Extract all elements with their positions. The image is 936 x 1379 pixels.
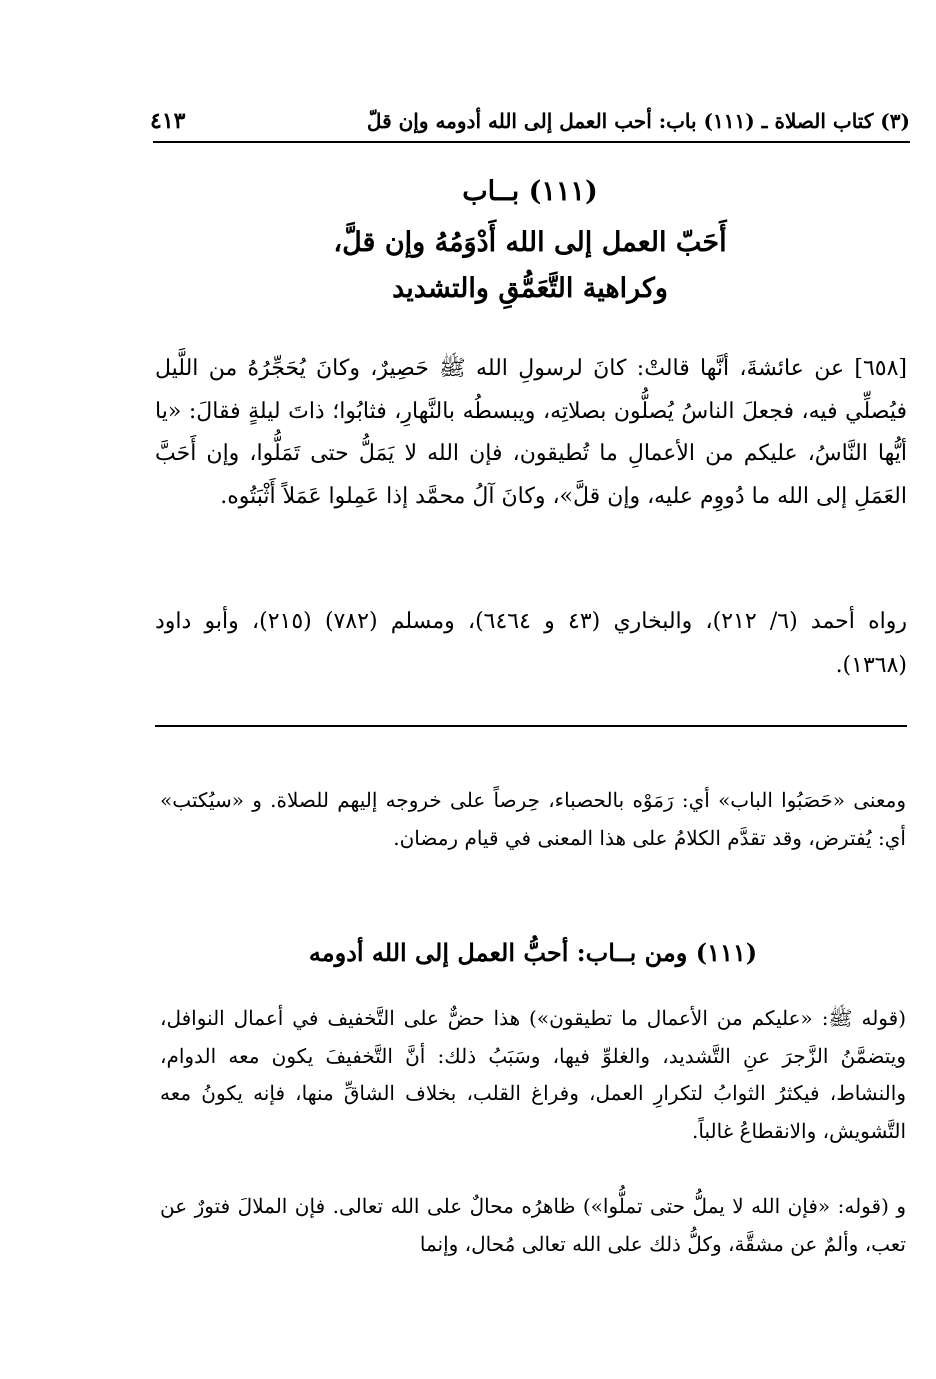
commentary-heading: (١١١) ومن بــاب: أحبُّ العمل إلى الله أدومه [308, 938, 758, 967]
hadith-citation: رواه أحمد (٦/ ٢١٢)، والبخاري (٤٣ و ٦٤٦٤)، ومسلم (٧٨٢) (٢١٥)، وأبو داود (١٣٦٨). [155, 609, 907, 678]
commentary-paragraph-1: ومعنى «حَصَبُوا الباب» أي: رَمَوْه بالحصباء، حِرصاً على خروجه إليهم للصلاة. و «سيُكتب» أي: يُفترض، وقد تقدَّم الكلامُ على هذا المعنى في قيام رمضان. [160, 788, 906, 850]
page-number: ٤١٣ [150, 108, 186, 134]
chapter-title-block [150, 170, 910, 312]
header-rule [153, 141, 910, 143]
commentary-paragraph-3: و (قوله: «فإن الله لا يملُّ حتى تملُّوا») ظاهرُه محالٌ على الله تعالى. فإن الملالَ فتورٌ عن تعب، وألمٌ عن مشقَّة، وكلُّ ذلك على الله تعالى مُحال، وإنما [160, 1194, 906, 1256]
chapter-heading-line-1: أَحَبّ العمل إلى الله أَدْوَمُهُ وإن قلَّ، [333, 227, 727, 258]
header-title: (٣) كتاب الصلاة ـ (١١١) باب: أحب العمل إلى الله أدومه وإن قلّ [366, 109, 910, 133]
chapter-heading-line-2: وكراهية التَّعَمُّقِ والتشديد [392, 273, 668, 304]
section-separator [155, 725, 907, 727]
commentary-paragraph-2: (قوله ﷺ: «عليكم من الأعمال ما تطيقون») هذا حضٌّ على التَّخفيف في أعمال النوافل، ويتضمَّنُ الزَّجرَ عنِ التَّشديد، والغلوِّ فيها، وسَبَبُ ذلك: أنَّ التَّخفيفَ يكون معه الدوام، والنشاط، فيكثرُ الثوابُ لتكرارِ العمل، وفراغ القلب، بخلاف الشاقِّ منها، فإنه يكونُ معه التَّشويش، والانقطاعُ غالباً. [160, 1006, 906, 1143]
running-header [150, 106, 910, 140]
hadith-text: [٦٥٨] عن عائشةَ، أنَّها قالتْ: كانَ لرسولِ الله ﷺ حَصِيرٌ، وكانَ يُحَجِّرُهُ من اللَّيل فيُصلِّي فيه، فجعلَ الناسُ يُصلُّون بصلاتِه، ويبسطُه بالنَّهارِ، فثابُوا؛ ذاتَ ليلةٍ فقالَ: «يا أيُّها النَّاسُ، عليكم من الأعمالِ ما تُطيقون، فإن الله لا يَمَلُّ حتى تَمَلُّوا، وإن أَحَبَّ العَمَلِ إلى الله ما دُووِم عليه، وإن قلَّ»، وكانَ آلُ محمَّد إذا عَمِلوا عَمَلاً أَثْبَتُوه. [155, 356, 907, 509]
chapter-number: (١١١) بــاب [462, 176, 598, 207]
